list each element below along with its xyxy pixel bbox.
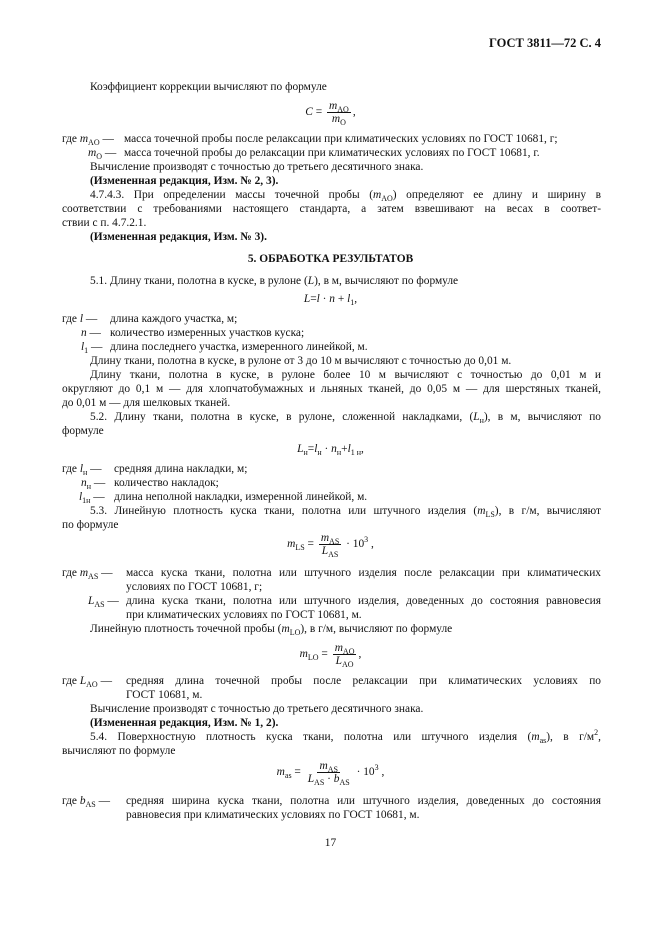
paragraph-length-2-line2: округляют до 0,1 м — для хлопчатобумажных и льняных тканей, до 0,05 м — для шерстяных тканей, xyxy=(62,383,601,395)
paragraph-51: 5.1. Длину ткани, полотна в куске, в рулоне (L), в м, вычисляют по формуле xyxy=(90,275,459,287)
revision-note-1: (Измененная редакция, Изм. № 2, 3). xyxy=(90,175,279,187)
paragraph-linear-density: Линейную плотность точечной пробы $(m_{LO})$, в г/м, вычисляют по формуле xyxy=(90,623,453,637)
formula-c: C = $\frac{m_{AO}}{m_O}$ , xyxy=(305,100,356,127)
page-number: 17 xyxy=(324,837,337,849)
paragraph-52-line1: 5.2. Длину ткани, полотна в куске, в рулоне, сложенной накладками, $(L_н)$, в м, вычисляют по xyxy=(90,411,601,425)
paragraph-4743-line3: ствии с п. 4.7.2.1. xyxy=(62,217,147,229)
formula-mas: $m_{as}$ = $\frac{m_{AS}}{L_{AS} \cdot b_{AS}}$ · $10^3$ , xyxy=(276,760,385,787)
paragraph-precision-1: Вычисление производят с точностью до третьего десятичного знака. xyxy=(90,161,424,173)
section-title: 5. ОБРАБОТКА РЕЗУЛЬТАТОВ xyxy=(247,253,414,265)
page-header: ГОСТ 3811—72 С. 4 xyxy=(489,36,601,50)
paragraph-length-1: Длину ткани, полотна в куске, в рулоне от 3 до 10 м вычисляют с точностью до 0,01 м. xyxy=(90,355,512,367)
paragraph-54-line2: вычисляют по формуле xyxy=(62,745,176,757)
revision-note-2: (Измененная редакция, Изм. № 3). xyxy=(90,231,267,243)
paragraph-correction: Коэффициент коррекции вычисляют по формуле xyxy=(90,81,327,93)
paragraph-53-line1: 5.3. Линейную плотность куска ткани, полотна или штучного изделия $(m_{LS})$, в г/м, вычисляют xyxy=(90,505,601,519)
revision-note-3: (Измененная редакция, Изм. № 1, 2). xyxy=(90,717,279,729)
paragraph-precision-2: Вычисление производят с точностью до третьего десятичного знака. xyxy=(90,703,424,715)
paragraph-4743-line2: соответствии с требованиями настоящего стандарта, а затем взвешивают на весах в соответ- xyxy=(62,203,601,215)
formula-mls: $m_{LS}$ = $\frac{m_{AS}}{L_{AS}}$ · $10^3$ , xyxy=(287,532,374,559)
paragraph-length-2-line1: Длину ткани, полотна в куске, в рулоне более 10 м вычисляют с точностью до 0,01 м и xyxy=(90,369,601,381)
formula-mlo: $m_{LO}$ = $\frac{m_{AO}}{L_{AO}}$ , xyxy=(299,642,362,669)
paragraph-52-line2: формуле xyxy=(62,425,104,437)
formula-ln: $L_н=l_н \cdot n_н+l_{1 н}$, xyxy=(297,443,364,457)
paragraph-54-line1: 5.4. Поверхностную плотность куска ткани, полотна или штучного изделия $(m_{as})$, в $г/м^2$, xyxy=(90,728,601,745)
paragraph-53-line2: по формуле xyxy=(62,519,119,531)
paragraph-4743-line1: 4.7.4.3. При определении массы точечной пробы $(m_{AO})$ определяют ее длину и ширину в xyxy=(90,189,601,203)
paragraph-length-2-line3: до 0,01 м — для шелковых тканей. xyxy=(62,397,231,409)
formula-l: $L=l \cdot n + l_1$, xyxy=(303,293,358,307)
